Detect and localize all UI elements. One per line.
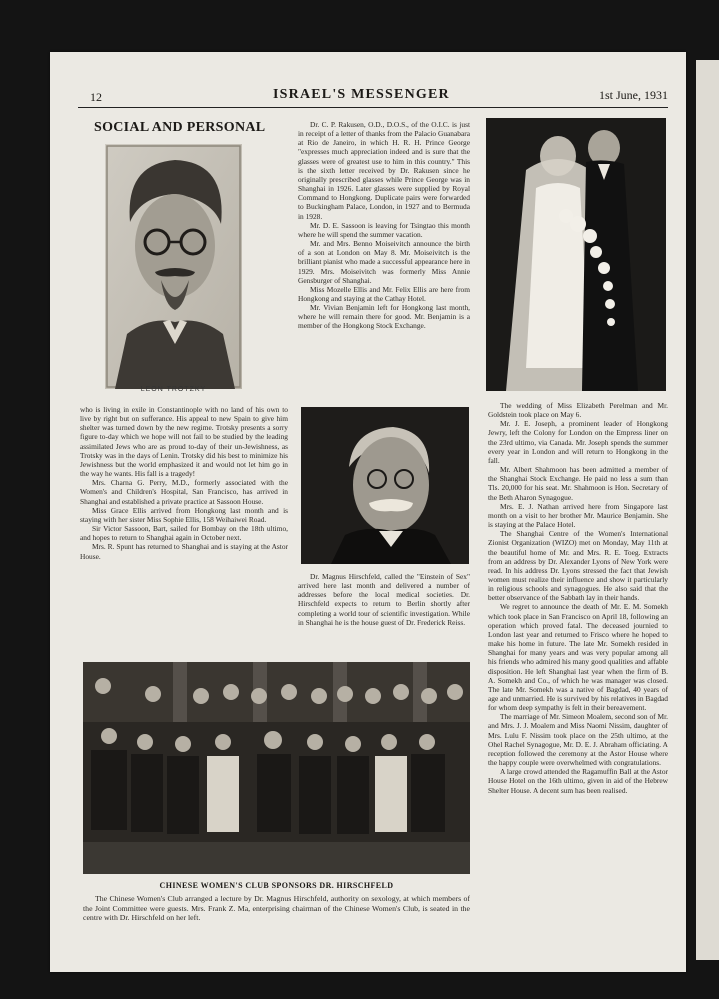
issue-date: 1st June, 1931 xyxy=(599,88,668,102)
magazine-page xyxy=(50,52,686,972)
news-item-shahmoon: Mr. Albert Shahmoon has been admitted a member of the Shanghai Stock Exchange. He paid no less a sum than Tls. 20,000 for his seat. Mr. Shahmoon is Hon. Secretary of the Beth Aharon Synagogue. xyxy=(488,465,668,502)
news-item-perry: Mrs. Charna G. Perry, M.D., formerly associated with the Women's and Children's Hospital, San Francisco, has arrived in Shanghai and established a private practice at Sassoon House. xyxy=(80,478,288,506)
publication-title: ISRAEL'S MESSENGER xyxy=(273,87,450,102)
news-item-nathan: Mrs. E. J. Nathan arrived here from Singapore last month on a visit to her brother Mr. Maurice Benjamin. She is staying at the Palace Hotel. xyxy=(488,501,668,530)
news-item-hirschfeld: Dr. Magnus Hirschfeld, called the "Einstein of Sex" arrived here last month and delivered a number of addresses before the local medical societies. Dr. Hirschfeld expects to return to Berlin shortly after completing a world tour of scientific investigation. While in Shanghai he is the house guest of Dr. Frederick Reiss. xyxy=(298,572,470,627)
news-item-moalem-marriage: The marriage of Mr. Simeon Moalem, second son of Mr. and Mrs. J. J. Moalem and Miss Naomi Nissim, daughter of Mrs. Lulu F. Nissim took place on the 25th ultimo, at the Ohel Rachel Synagogue, Mr. D. E. J. Abraham officiating. A reception followed the ceremony at the Astor House where the happy couple were overwhelmed with congratulations. xyxy=(488,712,668,768)
column-1-text xyxy=(80,405,288,561)
section-heading: SOCIAL AND PERSONAL xyxy=(94,120,266,135)
hirschfeld-portrait xyxy=(301,407,469,564)
news-item-wizo: The Shanghai Centre of the Women's International Zionist Organization (WIZO) met on Monday, May 11th at the beautiful home of Mr. and Mrs. R. E. Toeg. Extracts from an address by Dr. Alexander Lyons of New York were read. In his address Dr. Lyons stressed the fact that Jewish women must realize their influence and show it particularly in religious schools and synagogues. He also said that the better observance of the Sabbath lay in their hands. xyxy=(488,529,668,603)
news-item-mozelle-ellis: Miss Mozelle Ellis and Mr. Felix Ellis are here from Hongkong and staying at the Cathay Hotel. xyxy=(298,284,470,303)
page-number: 12 xyxy=(90,90,102,104)
news-item-rakusen: Dr. C. P. Rakusen, O.D., D.O.S., of the O.I.C. is just in receipt of a letter of thanks from the Palacio Guanabara at Rio de Janeiro, in which H. R. H. Prince George "expresses much appreciation indeed and is sure that the glasses were of greatest use to him in this country." This is the sixth letter received by Dr. Rakusen since he originally prescribed glasses while Prince George was in Shanghai in 1926. Later glasses were supplied by Royal Command to Hongkong. Duplicate pairs were forwarded to Buckingham Palace, London, in 1927 and to Bermuda in 1928. xyxy=(298,120,470,221)
page-header xyxy=(83,82,668,102)
news-item-de-sassoon: Mr. D. E. Sassoon is leaving for Tsingtao this month where he will spend the summer vacation. xyxy=(298,220,470,239)
group-photo-caption-title: CHINESE WOMEN'S CLUB SPONSORS DR. HIRSCHFELD xyxy=(159,881,394,890)
news-item-perelman-wedding: The wedding of Miss Elizabeth Perelman and Mr. Goldstein took place on May 6. xyxy=(488,401,668,420)
news-item-somekh: We regret to announce the death of Mr. E. M. Somekh which took place in San Francisco on April 18, following an operation which proved fatal. The deceased journied to London last year and returned to Frisco where he hoped to make his home in future. The late Mr. Somekh resided in Shanghai for many years and was very popular among all his friends who admired his many good qualities and affable disposition. He left Shanghai last year when the firm of B. A. Somekh and Co., of which he was manager was closed. The late Mr. Somekh was a native of Bagdad, 40 years of age and unmarried. He is survived by his relatives in Bagdad for whom deep sympathy is felt in their bereavement. xyxy=(488,602,668,713)
trotzky-portrait xyxy=(105,144,242,389)
news-item-sassoon: Sir Victor Sassoon, Bart, sailed for Bombay on the 18th ultimo, and hopes to return to Shanghai again in October next. xyxy=(80,524,288,543)
news-item-spunt: Mrs. R. Spunt has returned to Shanghai and is staying at the Astor House. xyxy=(80,542,288,561)
news-item-joseph: Mr. J. E. Joseph, a prominent leader of Hongkong Jewry, left the Colony for London on the Empress liner on the 23rd ultimo, via Canada. Mr. Joseph spends the summer every year in London and will return to Hongkong in the fall. xyxy=(488,419,668,465)
news-item-moiseivitch: Mr. and Mrs. Benno Moiseivitch announce the birth of a son at London on May 8. Mr. Moiseivitch is the brilliant pianist who made a successful appearance here in 1929. Mrs. Moiseivitch was formerly Miss Annie Gensburger of Shanghai. xyxy=(298,239,470,285)
header-rule xyxy=(78,107,668,108)
column-3-text xyxy=(488,401,668,795)
group-photo-caption-text xyxy=(83,894,470,923)
news-item-ragamuffin-ball: A large crowd attended the Ragamuffin Ball at the Astor House Hotel on the 16th ultimo, given in aid of the Hebrew Shelter House. A decent sum has been realised. xyxy=(488,767,668,795)
wedding-photo xyxy=(486,118,666,391)
news-item-vivian-benjamin: Mr. Vivian Benjamin left for Hongkong last month, where he will remain there for good. Mr. Benjamin is a member of the Hongkong Stock Exchange. xyxy=(298,303,470,331)
group-photo xyxy=(83,662,470,874)
news-item-grace-ellis: Miss Grace Ellis arrived from Hongkong last month and is staying with her sister Miss Sophie Ellis, 158 Weihaiwei Road. xyxy=(80,505,288,524)
trotzky-continued-paragraph: who is living in exile in Constantinople with no land of his own to live by right but on sufferance. His appeal to new Spain to give him shelter was turned down by the new regime. Trotsky presents a sorry figure to-day which we hope will not fail to be studied by the leading assimilated Jews who are as proud to-day of their un-Jewishness, as Trotsky was in the days of Lenin. Trotsky did his best to minimize his Jewishness but the world emphasized it and would not let him go in the way he wants. His fall is a tragedy! xyxy=(80,405,288,479)
adjacent-page-edge xyxy=(696,60,719,960)
trotzky-caption: LEON TROTZKY xyxy=(140,386,207,393)
hirschfeld-text xyxy=(298,572,470,627)
column-2-text xyxy=(298,120,470,331)
group-photo-caption-paragraph: The Chinese Women's Club arranged a lecture by Dr. Magnus Hirschfeld, authority on sexology, at which members of the Joint Committee were guests. Mrs. Frank Z. Ma, enterprising chairman of the Chinese Women's Club, is seated in the centre with Dr. Hirschfeld on her left. xyxy=(83,894,470,923)
